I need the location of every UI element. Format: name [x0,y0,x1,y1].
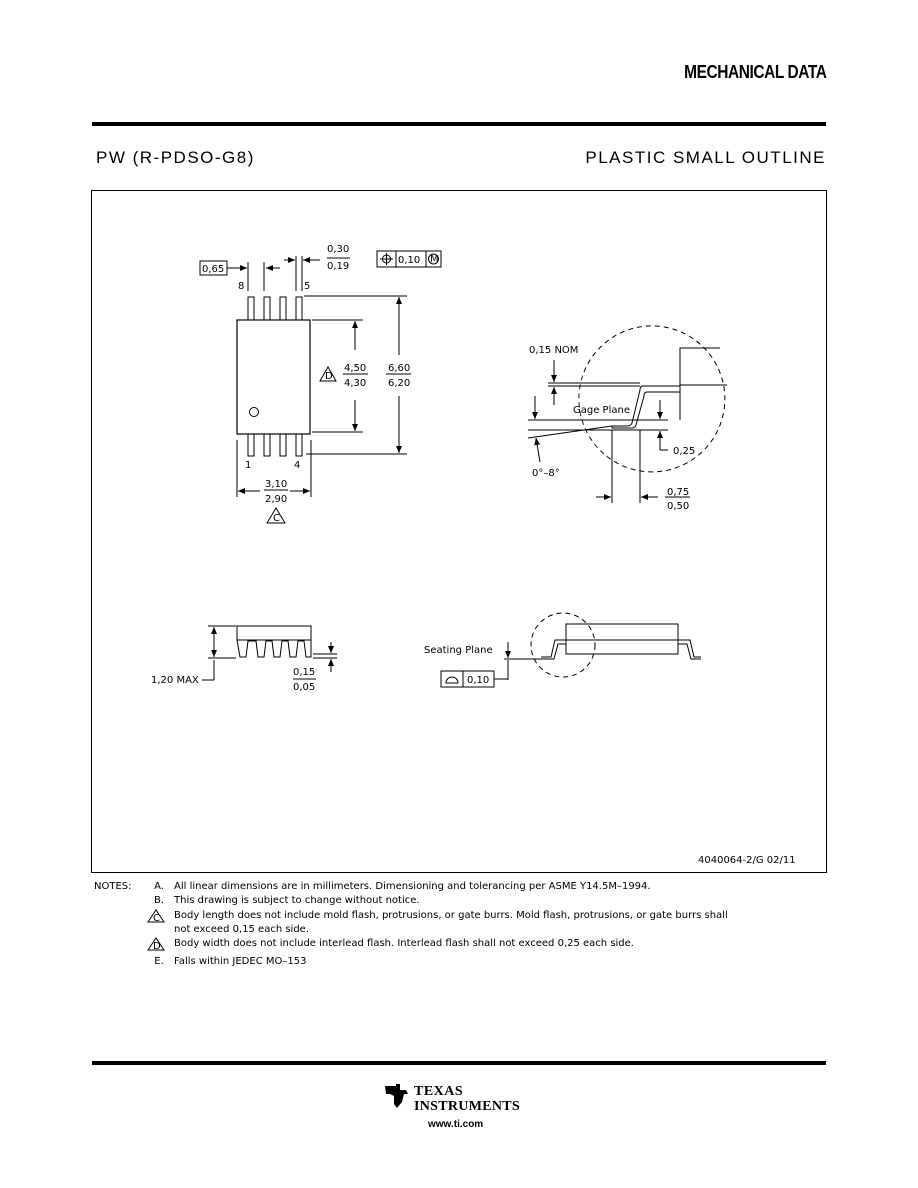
note-text: not exceed 0,15 each side. [174,923,310,935]
svg-text:C: C [153,912,160,923]
note-text: All linear dimensions are in millimeters. Dimensioning and tolerancing per ASME Y14.5M–1994. [174,881,651,892]
standoff-max: 0,15 [293,667,316,678]
lead [264,434,270,456]
body-width-min: 4,30 [344,378,367,389]
pin-1-label: 1 [245,460,252,471]
svg-text:M: M [430,254,439,265]
package-type: PLASTIC SMALL OUTLINE [585,148,826,167]
max-height: 1,20 MAX [151,675,199,686]
note-c-ref: C [273,513,280,524]
foot-length-max: 0,75 [667,487,690,498]
body-width-max: 4,50 [344,363,367,374]
note-text: Body length does not include mold flash, protrusions, or gate burrs. Mold flash, protrusions, or gate burrs shall [174,909,728,921]
ti-logo-icon [382,1080,412,1110]
package-body [237,320,310,434]
flatness-value: 0,10 [467,675,490,686]
overall-width-max: 6,60 [388,363,411,374]
note-d-ref: D [325,371,333,382]
package-code: PW (R-PDSO-G8) [96,148,255,167]
note-text: This drawing is subject to change without notice. [174,895,420,907]
lead [248,297,254,320]
bottom-rule [92,1061,826,1065]
side-view [202,626,337,680]
standoff-min: 0,05 [293,682,316,693]
note-letter: A. [154,881,164,892]
note-c-triangle [146,909,168,923]
angle-label: 0°–8° [532,468,560,479]
lead [248,434,254,456]
logo-text-texas: TEXAS [414,1084,464,1099]
pin-5-label: 5 [304,281,311,292]
overall-width-min: 6,20 [388,378,411,389]
lead [264,297,270,320]
body-length-max: 3,10 [265,479,288,490]
page-title: MECHANICAL DATA [683,62,826,82]
position-tolerance-value: 0,10 [398,255,421,266]
gage-plane-label: Gage Plane [573,405,630,416]
logo-text-instruments: INSTRUMENTS [414,1099,520,1114]
notes-label: NOTES: [94,881,132,892]
nom-thickness: 0,15 NOM [529,345,579,356]
note-letter: B. [153,895,165,907]
gage-height: 0,25 [673,446,696,457]
svg-text:D: D [153,941,161,952]
footer-url[interactable]: www.ti.com [428,1119,484,1130]
pin-4-label: 4 [294,460,301,471]
note-d-triangle [146,937,168,951]
drawing-number: 4040064-2/G 02/11 [698,855,796,866]
seating-plane-label: Seating Plane [424,645,493,656]
pin-8-label: 8 [238,281,245,292]
note-letter: E. [154,956,164,968]
body-length-min: 2,90 [265,494,288,505]
lead [280,434,286,456]
lead [280,297,286,320]
lead-width-max: 0,30 [327,244,350,255]
pitch-value: 0,65 [202,264,225,275]
lead-width-min: 0,19 [327,261,350,272]
pin1-marker [250,408,259,417]
lead [296,434,302,456]
lead [296,297,302,320]
note-text: Falls within JEDEC MO–153 [174,956,307,968]
foot-length-min: 0,50 [667,501,690,512]
note-text: Body width does not include interlead flash. Interlead flash shall not exceed 0,25 each side. [174,938,634,950]
